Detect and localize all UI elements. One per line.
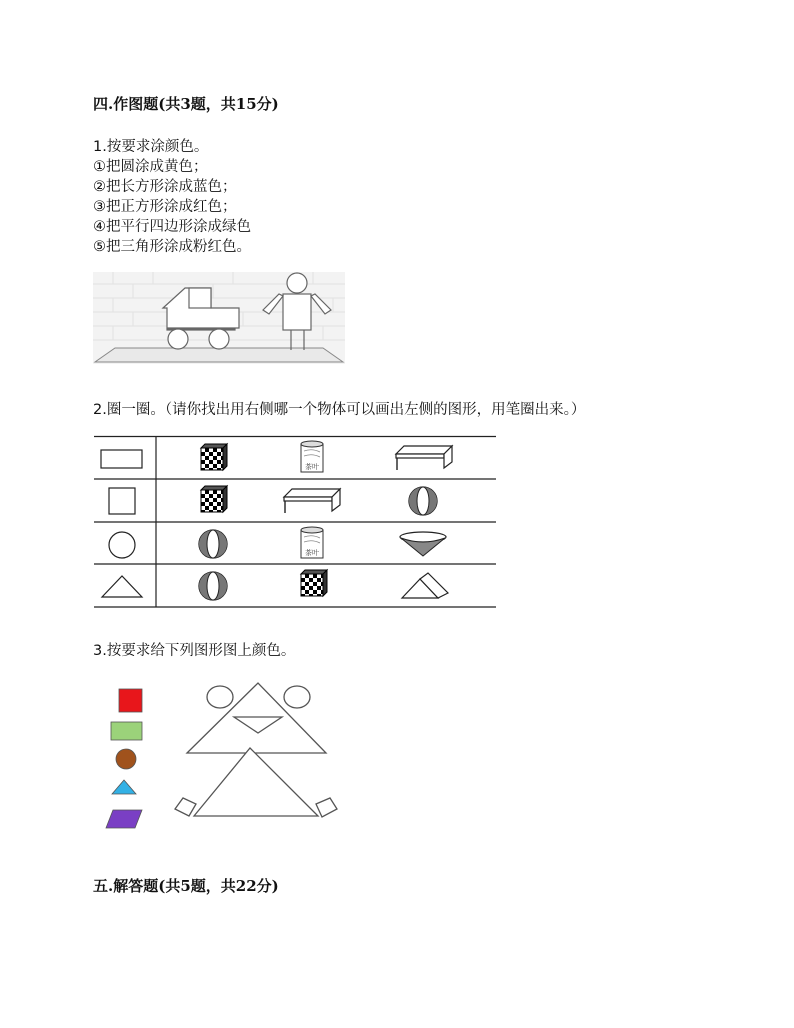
svg-text:茶叶: 茶叶 — [305, 463, 319, 471]
question-1-item: ⑤把三角形涂成粉红色。 — [93, 239, 251, 255]
svg-text:茶叶: 茶叶 — [305, 549, 319, 557]
shapes-picture — [93, 272, 345, 364]
question-1 — [93, 137, 251, 257]
color-legend — [100, 680, 160, 832]
question-1-item: ④把平行四边形涂成绿色 — [93, 219, 251, 235]
blue-triangle-swatch — [112, 780, 136, 794]
cube-object[interactable] — [201, 486, 227, 512]
ball-object[interactable] — [409, 487, 437, 515]
rectangle-shape — [101, 450, 142, 468]
question-3-title: 3.按要求给下列图形图上颜色。 — [93, 643, 296, 659]
cube-object[interactable] — [201, 444, 227, 470]
ball-object[interactable] — [199, 572, 227, 600]
cube-object[interactable] — [301, 570, 327, 596]
question-1-item: ①把圆涂成黄色； — [93, 159, 208, 175]
matching-table — [94, 436, 496, 608]
section-4-heading: 四.作图题(共3题，共15分) — [93, 95, 279, 113]
triangle-shape — [102, 576, 142, 597]
prism-object[interactable] — [402, 573, 448, 598]
question-1-item: ②把长方形涂成蓝色； — [93, 179, 237, 195]
circle-shape — [109, 532, 135, 558]
tea-can-object[interactable] — [301, 527, 323, 558]
question-2-title: 2.圈一圈。（请你找出用右侧哪一个物体可以画出左侧的图形，用笔圈出来。） — [93, 402, 586, 418]
red-square-swatch — [119, 689, 142, 712]
question-1-title: 1.按要求涂颜色。 — [93, 139, 209, 155]
section-5-heading: 五.解答题(共5题，共22分) — [93, 877, 279, 895]
shape-figure — [170, 680, 355, 820]
square-shape — [109, 488, 135, 514]
brown-circle-swatch — [116, 749, 136, 769]
tea-can-object[interactable] — [301, 441, 323, 472]
question-1-item: ③把正方形涂成红色； — [93, 199, 237, 215]
cone-object[interactable] — [400, 532, 446, 556]
purple-parallelogram-swatch — [106, 810, 142, 828]
table-object[interactable] — [284, 489, 340, 513]
green-rectangle-swatch — [111, 722, 142, 740]
ball-object[interactable] — [199, 530, 227, 558]
table-object[interactable] — [396, 446, 452, 470]
